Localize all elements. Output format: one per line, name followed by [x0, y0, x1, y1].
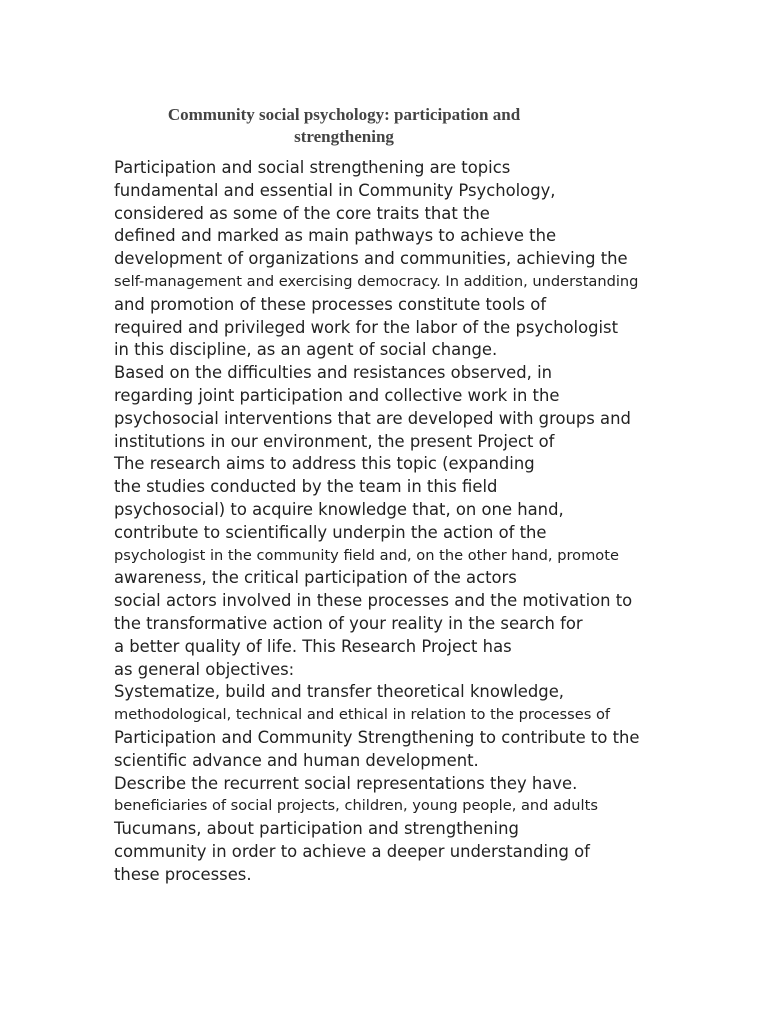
title-line: strengthening — [294, 127, 394, 146]
body-line: in this discipline, as an agent of social change. — [114, 340, 498, 360]
body-line: Participation and Community Strengthening to contribute to the — [114, 727, 640, 747]
body-line: Participation and social strengthening are topics — [114, 158, 511, 177]
document-body — [114, 157, 734, 887]
body-line: defined and marked as main pathways to achieve the — [114, 226, 557, 246]
body-line: psychosocial) to acquire knowledge that, on one hand, — [114, 499, 564, 519]
body-line: scientific advance and human development. — [114, 750, 479, 770]
body-line: beneficiaries of social projects, children, young people, and adults — [114, 797, 598, 815]
document-title — [114, 104, 574, 148]
body-line: fundamental and essential in Community Psychology, — [114, 180, 556, 200]
body-line: Describe the recurrent social representations they have. — [114, 773, 578, 793]
body-line: psychologist in the community field and, on the other hand, promote — [114, 546, 619, 564]
body-line: a better quality of life. This Research Project has — [114, 636, 512, 656]
title-line: Community social psychology: participation and — [167, 105, 521, 124]
body-line: psychosocial interventions that are developed with groups and — [114, 408, 631, 428]
body-line: methodological, technical and ethical in relation to the processes of — [114, 706, 611, 724]
body-line: these processes. — [114, 864, 252, 884]
body-line: development of organizations and communities, achieving the — [114, 249, 628, 269]
body-line: The research aims to address this topic (expanding — [114, 454, 535, 474]
body-line: social actors involved in these processes and the motivation to — [114, 591, 633, 611]
body-line: considered as some of the core traits that the — [114, 203, 490, 223]
body-line: institutions in our environment, the present Project of — [114, 431, 555, 451]
body-line: the studies conducted by the team in this field — [114, 477, 498, 497]
body-line: Systematize, build and transfer theoretical knowledge, — [114, 682, 564, 702]
body-line: the transformative action of your reality in the search for — [114, 613, 583, 633]
body-line: as general objectives: — [114, 659, 295, 679]
body-line: Based on the difficulties and resistances observed, in — [114, 363, 553, 383]
body-line: and promotion of these processes constitute tools of — [114, 294, 547, 314]
body-line: contribute to scientifically underpin the action of the — [114, 522, 547, 542]
body-line: self-management and exercising democracy. In addition, understanding — [114, 272, 639, 290]
body-line: required and privileged work for the labor of the psychologist — [114, 317, 619, 337]
body-line: community in order to achieve a deeper understanding of — [114, 841, 590, 861]
body-line: awareness, the critical participation of the actors — [114, 568, 517, 588]
body-line: regarding joint participation and collective work in the — [114, 385, 560, 405]
body-line: Tucumans, about participation and strengthening — [114, 819, 519, 839]
